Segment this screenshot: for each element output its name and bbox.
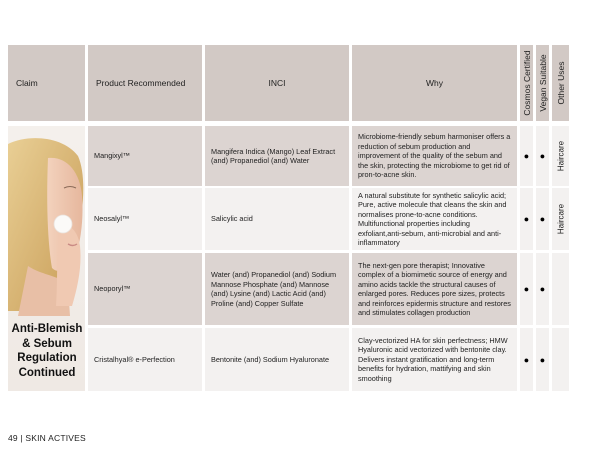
row-3-inci <box>205 253 349 325</box>
header-why <box>352 45 517 121</box>
row-3-product <box>88 253 202 325</box>
row-1-why <box>352 126 517 186</box>
row-2-cosmos: ● <box>520 188 533 250</box>
row-2-inci-label: Salicylic acid <box>211 214 253 224</box>
header-claim <box>8 45 85 121</box>
header-inci <box>205 45 349 121</box>
row-1-inci-label: Mangifera Indica (Mango) Leaf Extract (and) Propanediol (and) Water <box>211 146 336 165</box>
row-3-product-label: Neoporyl™ <box>94 284 131 294</box>
row-2-why-label: A natural substitute for synthetic salicylic acid; Pure, active molecule that cleans the skin and normalises prone-to-acne conditions. Multifunctional properties including exfoliant,anti-sebum, anti-microbial and anti-inflammatory <box>358 190 507 247</box>
row-4-why-label: Clay-vectorized HA for skin perfectness; HMW Hyaluronic acid vectorized with bentonite clay. Delivers instant gratification and long-term benefits for hydration, mattifying and skin smoothing <box>358 335 508 383</box>
row-3-other <box>552 253 569 325</box>
header-other-label: Other Uses <box>555 61 566 105</box>
header-cosmos-label: Cosmos Certified <box>521 50 532 116</box>
row-1-inci <box>205 126 349 186</box>
header-other <box>552 45 569 121</box>
row-2-inci <box>205 188 349 250</box>
row-4-cosmos: ● <box>520 328 533 391</box>
row-1-why-label: Microbiome-friendly sebum harmoniser offers a reduction of sebum production and improvement of the quality of the sebum and the skin, protecting the microbiome to get rid of pron-to-acne skin. <box>358 132 511 180</box>
row-2-product <box>88 188 202 250</box>
row-3-why <box>352 253 517 325</box>
row-3-vegan: ● <box>536 253 549 325</box>
row-4-why <box>352 328 517 391</box>
header-inci-label: INCI <box>268 78 286 88</box>
row-3-inci-label: Water (and) Propanediol (and) Sodium Mannose Phosphate (and) Mannose (and) Lysine (and) Lactic Acid (and) Proline (and) Copper Sulfate <box>211 270 337 308</box>
row-4-product <box>88 328 202 391</box>
row-1-product <box>88 126 202 186</box>
row-4-other <box>552 328 569 391</box>
row-1-product-label: Mangixyl™ <box>94 151 131 161</box>
row-4-vegan: ● <box>536 328 549 391</box>
header-cosmos <box>520 45 533 121</box>
row-2-other <box>552 188 569 250</box>
row-2-why <box>352 188 517 250</box>
row-1-cosmos: ● <box>520 126 533 186</box>
row-1-other <box>552 126 569 186</box>
header-why-label: Why <box>426 78 443 88</box>
header-product <box>88 45 202 121</box>
row-1-vegan: ● <box>536 126 549 186</box>
row-4-inci-label: Bentonite (and) Sodium Hyaluronate <box>211 354 330 364</box>
row-4-inci <box>205 328 349 391</box>
header-product-label: Product Recommended <box>96 78 186 88</box>
header-vegan <box>536 45 549 121</box>
row-2-vegan: ● <box>536 188 549 250</box>
row-2-product-label: Neosalyl™ <box>94 214 130 224</box>
header-vegan-label: Vegan Suitable <box>537 54 548 112</box>
page-footer: 49 | SKIN ACTIVES <box>8 433 86 443</box>
claim-label: Anti-Blemish & Sebum Regulation Continued <box>11 323 83 379</box>
row-2-other-label: Haircare <box>556 203 565 235</box>
row-4-product-label: Cristalhyal® e-Perfection <box>94 354 175 364</box>
row-3-cosmos: ● <box>520 253 533 325</box>
row-1-other-label: Haircare <box>556 140 565 172</box>
row-3-why-label: The next-gen pore therapist; Innovative complex of a biomimetic source of energy and amino acids tackle the structural causes of enlarged pores. Reduces pore sizes, protects and reinforces epidermis structure and restores and stimulates collagen production <box>358 260 511 317</box>
header-claim-label: Claim <box>16 78 38 88</box>
